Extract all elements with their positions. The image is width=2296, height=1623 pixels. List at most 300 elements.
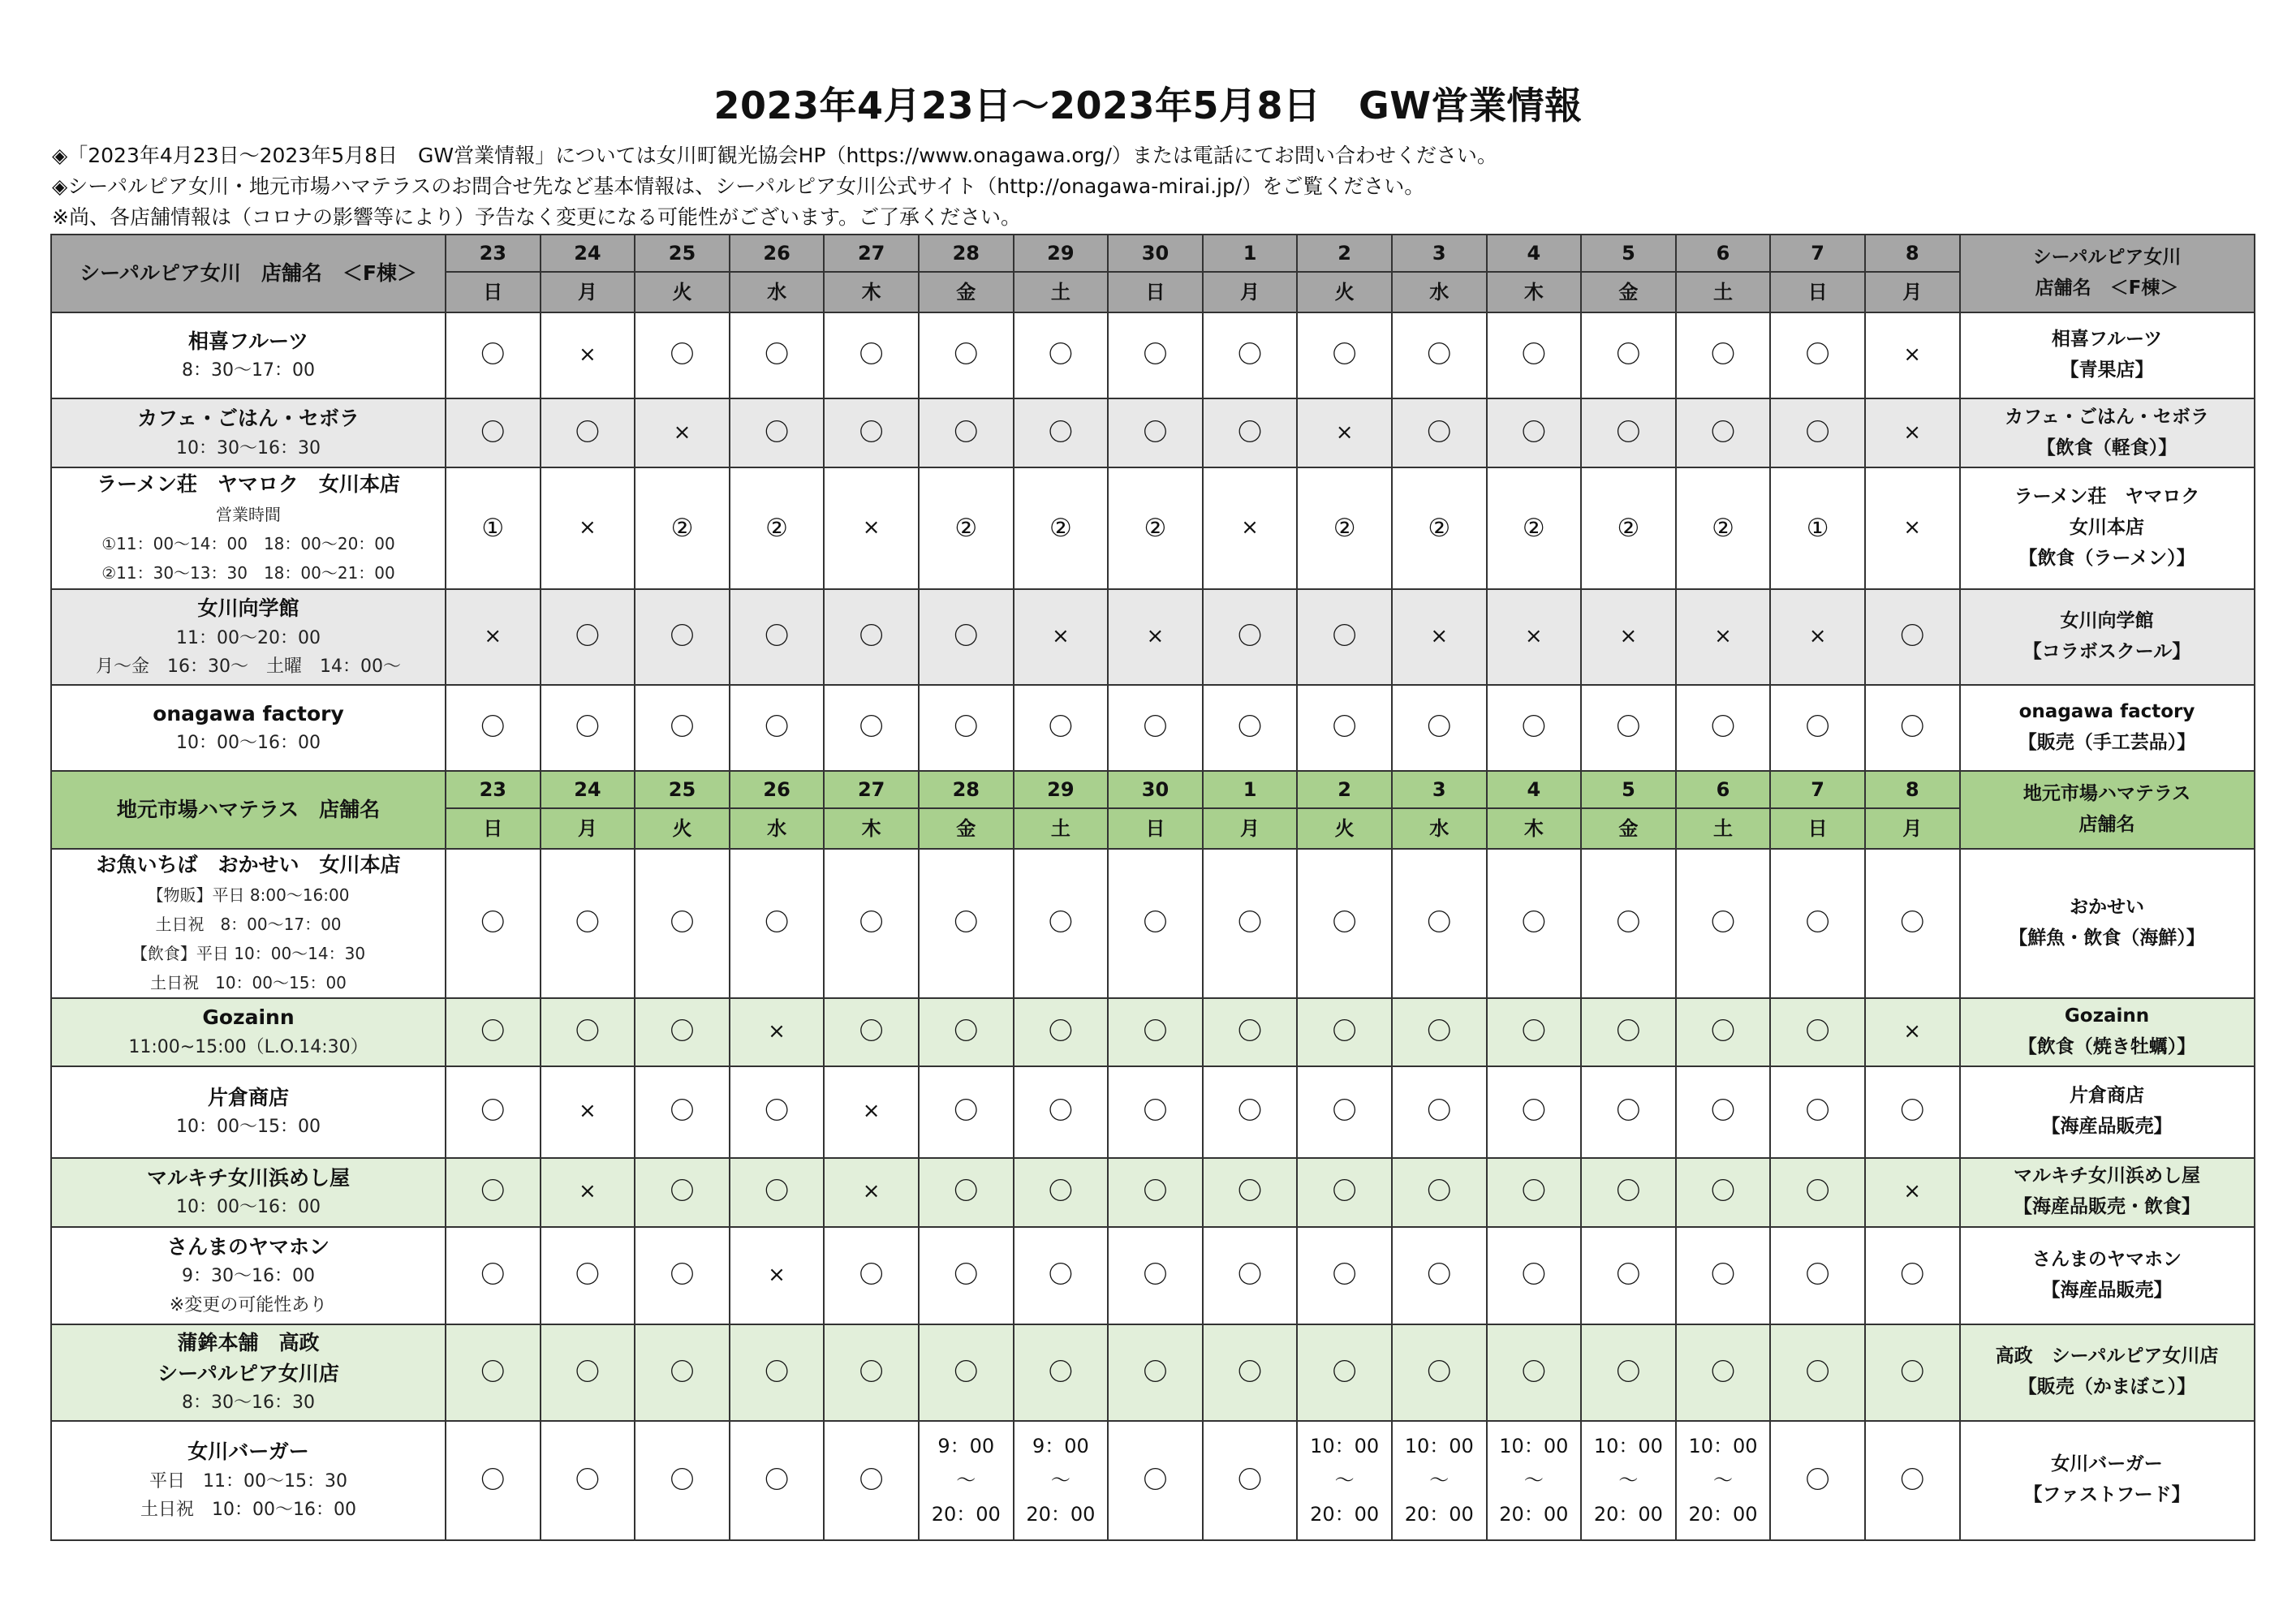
shop-category-line: ラーメン荘 ヤマロク xyxy=(2014,486,2200,508)
status-cell xyxy=(541,1066,635,1158)
status-cell xyxy=(1297,685,1392,771)
open-mark: 〇 xyxy=(480,1466,506,1495)
shop-name: onagawa factory xyxy=(153,701,344,725)
status-cell xyxy=(635,467,730,589)
status-cell xyxy=(635,849,730,998)
status-cell xyxy=(1487,1227,1582,1324)
date-cell: 3 xyxy=(1392,235,1487,272)
weekday-cell: 日 xyxy=(1108,272,1203,312)
shop-name-cell xyxy=(51,1066,446,1158)
status-cell xyxy=(1203,1158,1298,1227)
hours-pattern-mark: ① xyxy=(481,513,505,543)
hours-pattern-mark: ② xyxy=(1712,513,1734,543)
status-cell xyxy=(919,685,1014,771)
shop-name-cell xyxy=(51,849,446,998)
status-cell xyxy=(824,1227,919,1324)
status-cell xyxy=(635,589,730,685)
status-cell xyxy=(730,312,825,398)
status-cell xyxy=(1014,312,1109,398)
status-cell xyxy=(635,998,730,1066)
weekday-cell: 月 xyxy=(1203,272,1298,312)
special-hours-line: 10：00 xyxy=(1499,1435,1569,1458)
status-cell xyxy=(1487,398,1582,467)
status-cell xyxy=(824,398,919,467)
status-cell xyxy=(1297,1227,1392,1324)
special-hours-line: ～ xyxy=(1050,1469,1070,1492)
shop-category-line: 高政 シーパルピア女川店 xyxy=(1995,1345,2219,1367)
shop-category-cell xyxy=(1960,398,2255,467)
shop-hours: 11：00～20：00 xyxy=(176,627,321,648)
open-mark: 〇 xyxy=(1711,1358,1736,1387)
shop-category-cell xyxy=(1960,998,2255,1066)
open-mark: 〇 xyxy=(1616,1017,1641,1046)
shop-row xyxy=(51,589,2255,685)
shop-name: 片倉商店 xyxy=(207,1085,289,1109)
status-cell xyxy=(446,685,541,771)
open-mark: 〇 xyxy=(954,1017,979,1046)
open-mark: 〇 xyxy=(1143,713,1168,743)
status-cell xyxy=(541,685,635,771)
status-cell xyxy=(1581,1066,1676,1158)
status-cell xyxy=(1014,589,1109,685)
status-cell xyxy=(1108,1066,1203,1158)
open-mark: 〇 xyxy=(859,1358,884,1387)
status-cell xyxy=(730,685,825,771)
open-mark: 〇 xyxy=(1048,1097,1073,1126)
status-cell xyxy=(1297,849,1392,998)
open-mark: 〇 xyxy=(1521,1261,1546,1290)
status-cell xyxy=(1770,685,1865,771)
status-cell xyxy=(1014,467,1109,589)
shop-name: 女川向学館 xyxy=(197,596,299,621)
status-cell xyxy=(635,1158,730,1227)
closed-mark: × xyxy=(1335,420,1354,445)
status-cell xyxy=(1770,1227,1865,1324)
status-cell xyxy=(1865,398,1960,467)
open-mark: 〇 xyxy=(670,1466,695,1495)
status-cell xyxy=(1487,1324,1582,1421)
open-mark: 〇 xyxy=(1616,1358,1641,1387)
shop-hours: ※変更の可能性あり xyxy=(169,1294,328,1315)
status-cell xyxy=(1770,1066,1865,1158)
weekday-cell: 土 xyxy=(1014,808,1109,849)
date-cell: 30 xyxy=(1108,235,1203,272)
status-cell xyxy=(1770,998,1865,1066)
open-mark: 〇 xyxy=(954,909,979,938)
open-mark: 〇 xyxy=(954,1097,979,1126)
status-cell xyxy=(1203,398,1298,467)
status-cell xyxy=(1865,1324,1960,1421)
status-cell xyxy=(1297,1421,1392,1540)
special-hours-line: ～ xyxy=(1618,1469,1639,1492)
open-mark: 〇 xyxy=(859,909,884,938)
weekday-cell: 日 xyxy=(1770,808,1865,849)
open-mark: 〇 xyxy=(1900,713,1925,743)
open-mark: 〇 xyxy=(1711,1097,1736,1126)
open-mark: 〇 xyxy=(859,418,884,447)
open-mark: 〇 xyxy=(575,418,600,447)
shop-name-cell xyxy=(51,312,446,398)
shop-row xyxy=(51,849,2255,998)
status-cell xyxy=(1297,467,1392,589)
section-header-right-line: 店舗名 ＜F棟＞ xyxy=(2035,278,2179,299)
status-cell xyxy=(730,589,825,685)
open-mark: 〇 xyxy=(575,622,600,652)
open-mark: 〇 xyxy=(480,1097,506,1126)
weekday-cell: 月 xyxy=(1203,808,1298,849)
shop-category-cell xyxy=(1960,1227,2255,1324)
shop-category-line: 相喜フルーツ xyxy=(2051,329,2163,351)
open-mark: 〇 xyxy=(1143,341,1168,370)
shop-category-line: 【青果店】 xyxy=(2060,359,2154,381)
open-mark: 〇 xyxy=(1521,1097,1546,1126)
closed-mark: × xyxy=(578,1099,597,1124)
shop-name: 相喜フルーツ xyxy=(187,329,308,353)
special-hours-line: ～ xyxy=(1429,1469,1450,1492)
section-header-left: シーパルピア女川 店舗名 ＜F棟＞ xyxy=(51,235,446,312)
status-cell xyxy=(1581,589,1676,685)
closed-mark: × xyxy=(1051,624,1070,649)
shop-hours: 8：30～17：00 xyxy=(182,360,315,381)
status-cell xyxy=(1297,589,1392,685)
open-mark: 〇 xyxy=(480,1358,506,1387)
open-mark: 〇 xyxy=(954,713,979,743)
hours-pattern-mark: ② xyxy=(1144,513,1167,543)
status-cell xyxy=(824,312,919,398)
open-mark: 〇 xyxy=(1521,909,1546,938)
open-mark: 〇 xyxy=(1048,909,1073,938)
status-cell xyxy=(1014,1066,1109,1158)
status-cell xyxy=(1865,1421,1960,1540)
shop-category-cell xyxy=(1960,685,2255,771)
status-cell xyxy=(824,1421,919,1540)
closed-mark: × xyxy=(1903,342,1922,368)
status-cell xyxy=(1392,1066,1487,1158)
shop-name-cell xyxy=(51,1227,446,1324)
closed-mark: × xyxy=(1241,515,1259,540)
shop-hours: 8：30～16：30 xyxy=(182,1393,315,1414)
open-mark: 〇 xyxy=(1805,1177,1830,1207)
date-cell: 27 xyxy=(824,235,919,272)
status-cell xyxy=(1392,1324,1487,1421)
status-cell xyxy=(446,1421,541,1540)
open-mark: 〇 xyxy=(480,713,506,743)
status-cell xyxy=(635,312,730,398)
status-cell xyxy=(1770,589,1865,685)
weekday-cell: 木 xyxy=(1487,808,1582,849)
open-mark: 〇 xyxy=(1048,341,1073,370)
open-mark: 〇 xyxy=(670,909,695,938)
open-mark: 〇 xyxy=(1521,341,1546,370)
hours-pattern-mark: ② xyxy=(1522,513,1545,543)
open-mark: 〇 xyxy=(765,1097,790,1126)
status-cell xyxy=(1108,685,1203,771)
status-cell xyxy=(730,1227,825,1324)
status-cell xyxy=(1203,589,1298,685)
section-header-row xyxy=(51,235,2255,272)
note-basic-info: ◈シーパルピア女川・地元市場ハマテラスのお問合せ先など基本情報は、シーパルピア女川公式サイト（http://onagawa-mirai.jp/）をご覧ください。 xyxy=(52,174,1425,198)
status-cell xyxy=(919,1421,1014,1540)
shop-name: Gozainn xyxy=(202,1005,295,1030)
open-mark: 〇 xyxy=(1143,1177,1168,1207)
open-mark: 〇 xyxy=(575,1261,600,1290)
status-cell xyxy=(730,1324,825,1421)
open-mark: 〇 xyxy=(1805,1466,1830,1495)
shop-row xyxy=(51,1066,2255,1158)
status-cell xyxy=(1581,1227,1676,1324)
open-mark: 〇 xyxy=(575,1017,600,1046)
shop-category-line: 【販売（手工芸品）】 xyxy=(2018,732,2196,754)
status-cell xyxy=(635,1227,730,1324)
weekday-cell: 火 xyxy=(1297,808,1392,849)
date-cell: 23 xyxy=(446,235,541,272)
status-cell xyxy=(1770,1421,1865,1540)
open-mark: 〇 xyxy=(859,341,884,370)
hours-pattern-mark: ② xyxy=(1617,513,1640,543)
open-mark: 〇 xyxy=(1427,1097,1452,1126)
weekday-cell: 金 xyxy=(919,808,1014,849)
date-cell: 24 xyxy=(541,235,635,272)
weekday-cell: 月 xyxy=(1865,808,1960,849)
open-mark: 〇 xyxy=(575,909,600,938)
open-mark: 〇 xyxy=(1900,909,1925,938)
open-mark: 〇 xyxy=(765,341,790,370)
closed-mark: × xyxy=(578,342,597,368)
status-cell xyxy=(1676,1066,1771,1158)
open-mark: 〇 xyxy=(954,341,979,370)
weekday-cell: 木 xyxy=(1487,272,1582,312)
open-mark: 〇 xyxy=(765,418,790,447)
weekday-cell: 土 xyxy=(1676,808,1771,849)
section-header-left: 地元市場ハマテラス 店舗名 xyxy=(51,771,446,849)
weekday-cell: 水 xyxy=(730,808,825,849)
open-mark: 〇 xyxy=(1616,1261,1641,1290)
section-header-right-line: 店舗名 xyxy=(2078,814,2135,836)
shop-category-line: 【海産品販売】 xyxy=(2041,1116,2173,1138)
open-mark: 〇 xyxy=(859,1466,884,1495)
status-cell xyxy=(446,312,541,398)
shop-name: さんまのヤマホン xyxy=(166,1234,330,1259)
status-cell xyxy=(1865,467,1960,589)
status-cell xyxy=(919,467,1014,589)
status-cell xyxy=(541,1324,635,1421)
open-mark: 〇 xyxy=(670,622,695,652)
open-mark: 〇 xyxy=(670,1358,695,1387)
status-cell xyxy=(1392,1158,1487,1227)
hours-pattern-mark: ② xyxy=(1049,513,1072,543)
shop-category-line: 【鮮魚・飲食（海鮮）】 xyxy=(2009,927,2205,949)
status-cell xyxy=(919,312,1014,398)
open-mark: 〇 xyxy=(1427,341,1452,370)
status-cell xyxy=(730,398,825,467)
open-mark: 〇 xyxy=(1427,1358,1452,1387)
status-cell xyxy=(446,398,541,467)
weekday-cell: 金 xyxy=(919,272,1014,312)
section-header-right-line: 地元市場ハマテラス xyxy=(2022,783,2191,805)
shop-name-cell xyxy=(51,398,446,467)
shop-name-cell xyxy=(51,1158,446,1227)
status-cell xyxy=(1865,312,1960,398)
closed-mark: × xyxy=(1619,624,1638,649)
closed-mark: × xyxy=(1714,624,1732,649)
shop-category-line: 【販売（かまぼこ）】 xyxy=(2018,1376,2196,1398)
open-mark: 〇 xyxy=(1238,622,1263,652)
shop-name: お魚いちば おかせい 女川本店 xyxy=(96,853,401,877)
weekday-cell: 月 xyxy=(541,272,635,312)
shop-name-cell xyxy=(51,685,446,771)
status-cell xyxy=(824,998,919,1066)
open-mark: 〇 xyxy=(1048,1177,1073,1207)
status-cell xyxy=(1297,312,1392,398)
weekday-cell: 火 xyxy=(635,808,730,849)
open-mark: 〇 xyxy=(1900,1358,1925,1387)
closed-mark: × xyxy=(862,1179,881,1204)
open-mark: 〇 xyxy=(859,1017,884,1046)
open-mark: 〇 xyxy=(1143,909,1168,938)
status-cell xyxy=(635,398,730,467)
status-cell xyxy=(1581,1158,1676,1227)
weekday-cell: 木 xyxy=(824,272,919,312)
status-cell xyxy=(1392,685,1487,771)
status-cell xyxy=(824,1158,919,1227)
special-hours-line: ～ xyxy=(956,1469,976,1492)
open-mark: 〇 xyxy=(1332,341,1357,370)
shop-hours: 平日 11：00～15：30 xyxy=(149,1470,347,1492)
status-cell xyxy=(1865,685,1960,771)
open-mark: 〇 xyxy=(1521,418,1546,447)
special-hours-line: 20：00 xyxy=(1404,1503,1474,1526)
date-cell: 3 xyxy=(1392,771,1487,808)
open-mark: 〇 xyxy=(1711,1017,1736,1046)
status-cell xyxy=(1487,467,1582,589)
shop-category-line: 【海産品販売・飲食】 xyxy=(2014,1196,2200,1218)
status-cell xyxy=(919,1158,1014,1227)
weekday-cell: 月 xyxy=(1865,272,1960,312)
open-mark: 〇 xyxy=(765,622,790,652)
shop-category-line: 女川バーガー xyxy=(2051,1453,2163,1475)
weekday-cell: 月 xyxy=(541,808,635,849)
special-hours-line: 20：00 xyxy=(1026,1503,1096,1526)
open-mark: 〇 xyxy=(1332,1261,1357,1290)
shop-name-cell xyxy=(51,1324,446,1421)
open-mark: 〇 xyxy=(1900,622,1925,652)
status-cell xyxy=(1581,998,1676,1066)
status-cell xyxy=(824,467,919,589)
open-mark: 〇 xyxy=(765,1466,790,1495)
shop-row xyxy=(51,1421,2255,1540)
open-mark: 〇 xyxy=(670,1177,695,1207)
shop-category-line: マルキチ女川浜めし屋 xyxy=(2014,1165,2200,1187)
open-mark: 〇 xyxy=(480,418,506,447)
status-cell xyxy=(1487,589,1582,685)
open-mark: 〇 xyxy=(1238,713,1263,743)
status-cell xyxy=(446,998,541,1066)
hours-pattern-mark: ② xyxy=(1333,513,1356,543)
section-header-right xyxy=(1960,771,2255,849)
status-cell xyxy=(1676,998,1771,1066)
date-cell: 8 xyxy=(1865,771,1960,808)
shop-hours: 11:00~15:00（L.O.14:30） xyxy=(128,1036,368,1057)
weekday-cell: 金 xyxy=(1581,808,1676,849)
status-cell xyxy=(824,849,919,998)
status-cell xyxy=(1865,998,1960,1066)
shop-row xyxy=(51,398,2255,467)
status-cell xyxy=(1770,1324,1865,1421)
special-hours-line: ～ xyxy=(1334,1469,1355,1492)
status-cell xyxy=(446,1158,541,1227)
status-cell xyxy=(1676,467,1771,589)
status-cell xyxy=(1203,467,1298,589)
status-cell xyxy=(1108,312,1203,398)
note-inquiry: ◈「2023年4月23日～2023年5月8日 GW営業情報」については女川町観光協会HP（https://www.onagawa.org/）または電話にてお問い合わせください。 xyxy=(52,144,1497,167)
shop-row xyxy=(51,998,2255,1066)
open-mark: 〇 xyxy=(1143,1466,1168,1495)
open-mark: 〇 xyxy=(954,622,979,652)
open-mark: 〇 xyxy=(765,1358,790,1387)
shop-hours: 土日祝 10：00～16：00 xyxy=(140,1500,356,1521)
closed-mark: × xyxy=(1430,624,1449,649)
note-disclaimer: ※尚、各店舗情報は（コロナの影響等により）予告なく変更になる可能性がございます。ご了承ください。 xyxy=(52,205,1021,229)
open-mark: 〇 xyxy=(1238,1358,1263,1387)
open-mark: 〇 xyxy=(1238,418,1263,447)
status-cell xyxy=(1865,1158,1960,1227)
special-hours-line: ～ xyxy=(1713,1469,1734,1492)
closed-mark: × xyxy=(1903,1179,1922,1204)
closed-mark: × xyxy=(484,624,502,649)
shop-row xyxy=(51,1324,2255,1421)
closed-mark: × xyxy=(1903,1018,1922,1044)
status-cell xyxy=(919,998,1014,1066)
status-cell xyxy=(1108,1421,1203,1540)
shop-hours: 10：00～16：00 xyxy=(176,733,321,754)
open-mark: 〇 xyxy=(765,713,790,743)
status-cell xyxy=(1487,1066,1582,1158)
shop-category-line: 【コラボスクール】 xyxy=(2022,641,2191,663)
status-cell xyxy=(1581,398,1676,467)
open-mark: 〇 xyxy=(1427,909,1452,938)
shop-category-line: 女川本店 xyxy=(2070,517,2144,539)
status-cell xyxy=(541,467,635,589)
status-cell xyxy=(446,1227,541,1324)
open-mark: 〇 xyxy=(1521,713,1546,743)
status-cell xyxy=(1392,849,1487,998)
open-mark: 〇 xyxy=(480,1017,506,1046)
open-mark: 〇 xyxy=(859,1261,884,1290)
open-mark: 〇 xyxy=(1238,909,1263,938)
open-mark: 〇 xyxy=(1805,418,1830,447)
status-cell xyxy=(1014,849,1109,998)
status-cell xyxy=(1865,1066,1960,1158)
shop-hours: 【物販】平日 8:00～16:00 xyxy=(147,885,350,905)
date-cell: 4 xyxy=(1487,771,1582,808)
status-cell xyxy=(1392,1227,1487,1324)
special-hours-line: 9：00 xyxy=(1032,1435,1089,1458)
status-cell xyxy=(541,849,635,998)
shop-category-line: 片倉商店 xyxy=(2070,1085,2144,1107)
status-cell xyxy=(1108,1158,1203,1227)
shop-category-cell xyxy=(1960,1324,2255,1421)
status-cell xyxy=(1487,685,1582,771)
special-hours-line: 20：00 xyxy=(1499,1503,1569,1526)
status-cell xyxy=(1865,1227,1960,1324)
open-mark: 〇 xyxy=(1332,1097,1357,1126)
closed-mark: × xyxy=(768,1262,786,1287)
status-cell xyxy=(1108,849,1203,998)
open-mark: 〇 xyxy=(1805,713,1830,743)
closed-mark: × xyxy=(862,1099,881,1124)
open-mark: 〇 xyxy=(670,1097,695,1126)
shop-name: 蒲鉾本舗 高政 xyxy=(177,1331,320,1355)
